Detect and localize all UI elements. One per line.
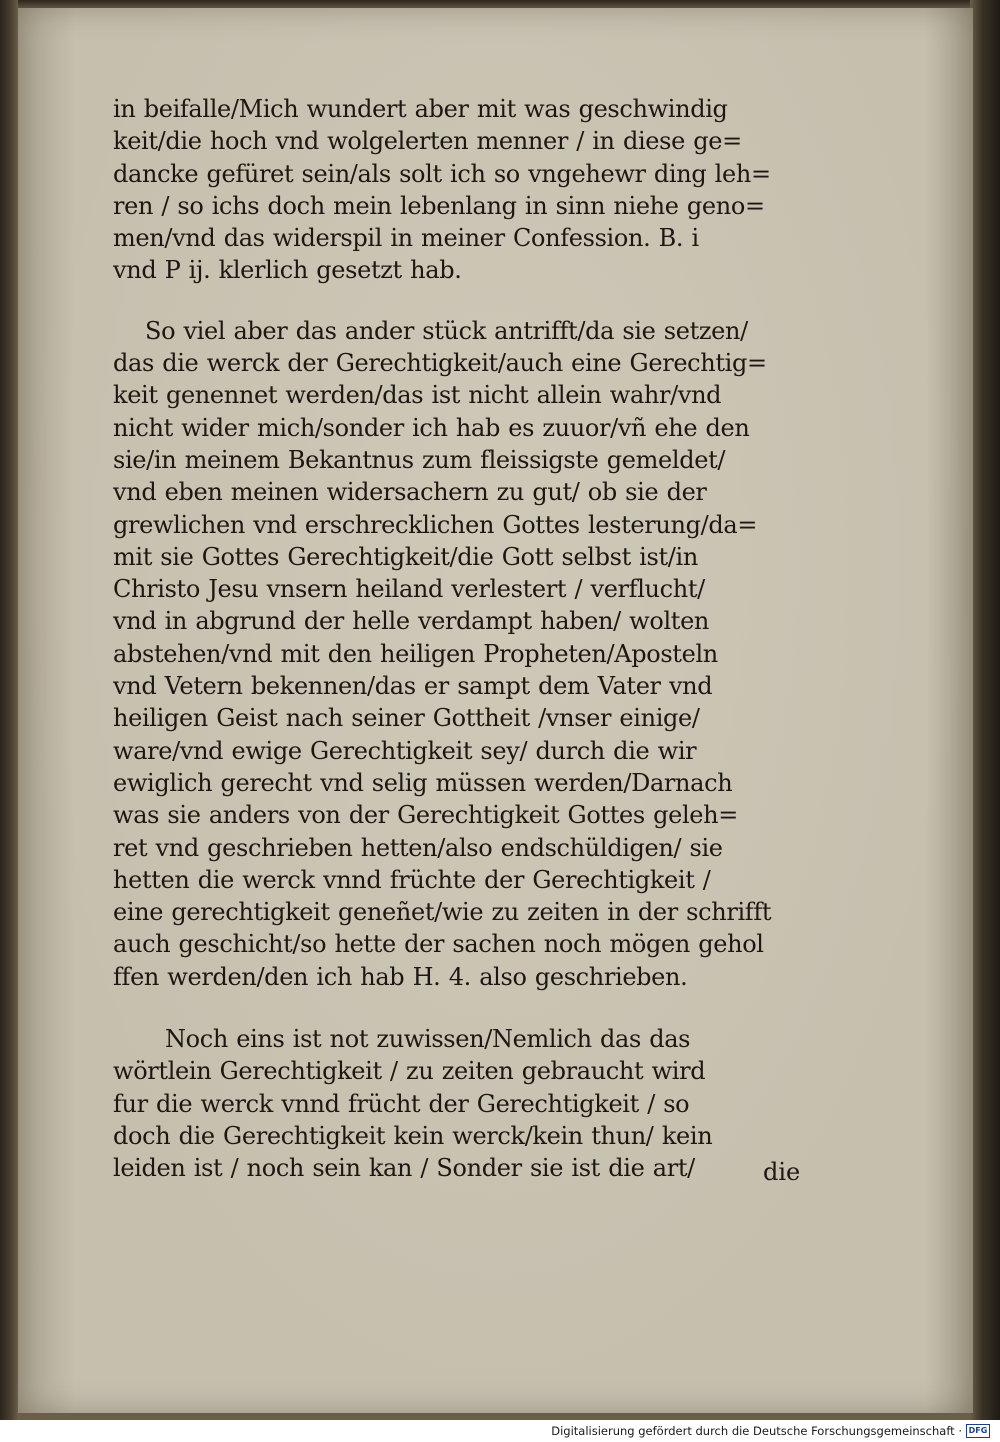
text-line: men/vnd das widerspil in meiner Confession. B. i bbox=[113, 224, 699, 253]
text-line: keit genennet werden/das ist nicht allein wahr/vnd bbox=[113, 381, 722, 410]
scan-right-edge bbox=[970, 0, 1000, 1420]
text-line: ware/vnd ewige Gerechtigkeit sey/ durch die wir bbox=[113, 736, 697, 765]
text-line: nicht wider mich/sonder ich hab es zuuor/vñ ehe den bbox=[113, 413, 750, 442]
text-line: So viel aber das ander stück antrifft/da sie setzen/ bbox=[145, 316, 748, 345]
text-line: Christo Jesu vnsern heiland verlestert / verflucht/ bbox=[113, 575, 705, 604]
text-line: in beifalle/Mich wundert aber mit was geschwindig bbox=[113, 95, 728, 123]
text-line: eine gerechtigkeit geneñet/wie zu zeiten in der schrifft bbox=[113, 898, 772, 927]
text-line: das die werck der Gerechtigkeit/auch eine Gerechtig= bbox=[113, 349, 767, 378]
text-line: sie/in meinem Bekantnus zum fleissigste gemeldet/ bbox=[113, 445, 726, 474]
book-page bbox=[18, 8, 973, 1413]
scan-left-edge bbox=[0, 0, 18, 1420]
text-line: Noch eins ist not zuwissen/Nemlich das das bbox=[165, 1025, 691, 1054]
funding-footer bbox=[551, 1424, 990, 1438]
text-line: ewiglich gerecht vnd selig müssen werden/Darnach bbox=[113, 768, 733, 797]
text-line: vnd eben meinen widersachern zu gut/ ob sie der bbox=[113, 478, 707, 507]
text-line: dancke gefüret sein/als solt ich so vngehewr ding leh= bbox=[113, 159, 771, 188]
paragraph-1 bbox=[113, 93, 813, 287]
text-line: hetten die werck vnnd früchte der Gerechtigkeit / bbox=[113, 865, 711, 894]
page-text bbox=[113, 93, 813, 1185]
text-line: vnd P ij. klerlich gesetzt hab. bbox=[113, 256, 462, 285]
text-line: wörtlein Gerechtigkeit / zu zeiten gebraucht wird bbox=[113, 1057, 706, 1086]
text-line: fur die werck vnnd frücht der Gerechtigkeit / so bbox=[113, 1089, 690, 1118]
text-line: was sie anders von der Gerechtigkeit Gottes geleh= bbox=[113, 801, 739, 830]
text-line: vnd Vetern bekennen/das er sampt dem Vater vnd bbox=[113, 672, 713, 701]
dfg-logo-icon: DFG bbox=[966, 1424, 990, 1438]
text-line: heiligen Geist nach seiner Gottheit /vnser einige/ bbox=[113, 704, 700, 733]
text-line: mit sie Gottes Gerechtigkeit/die Gott selbst ist/in bbox=[113, 542, 698, 571]
text-line: doch die Gerechtigkeit kein werck/kein thun/ kein bbox=[113, 1121, 713, 1150]
text-line: auch geschicht/so hette der sachen noch mögen gehol bbox=[113, 930, 764, 959]
catchword: die bbox=[763, 1158, 801, 1186]
text-line: leiden ist / noch sein kan / Sonder sie ist die art/ bbox=[113, 1154, 695, 1183]
text-line: ret vnd geschrieben hetten/also endschüldigen/ sie bbox=[113, 833, 723, 862]
funding-text: Digitalisierung gefördert durch die Deutsche Forschungsgemeinschaft · bbox=[551, 1424, 962, 1438]
text-line: ffen werden/den ich hab H. 4. also geschrieben. bbox=[113, 962, 688, 991]
paragraph-3 bbox=[113, 1023, 813, 1184]
text-line: grewlichen vnd erschrecklichen Gottes lesterung/da= bbox=[113, 510, 758, 539]
text-line: ren / so ichs doch mein lebenlang in sinn niehe geno= bbox=[113, 191, 765, 220]
text-line: abstehen/vnd mit den heiligen Propheten/Aposteln bbox=[113, 639, 718, 668]
text-line: vnd in abgrund der helle verdampt haben/ wolten bbox=[113, 607, 710, 636]
paragraph-2 bbox=[113, 315, 813, 993]
text-line: keit/die hoch vnd wolgelerten menner / in diese ge= bbox=[113, 127, 742, 156]
